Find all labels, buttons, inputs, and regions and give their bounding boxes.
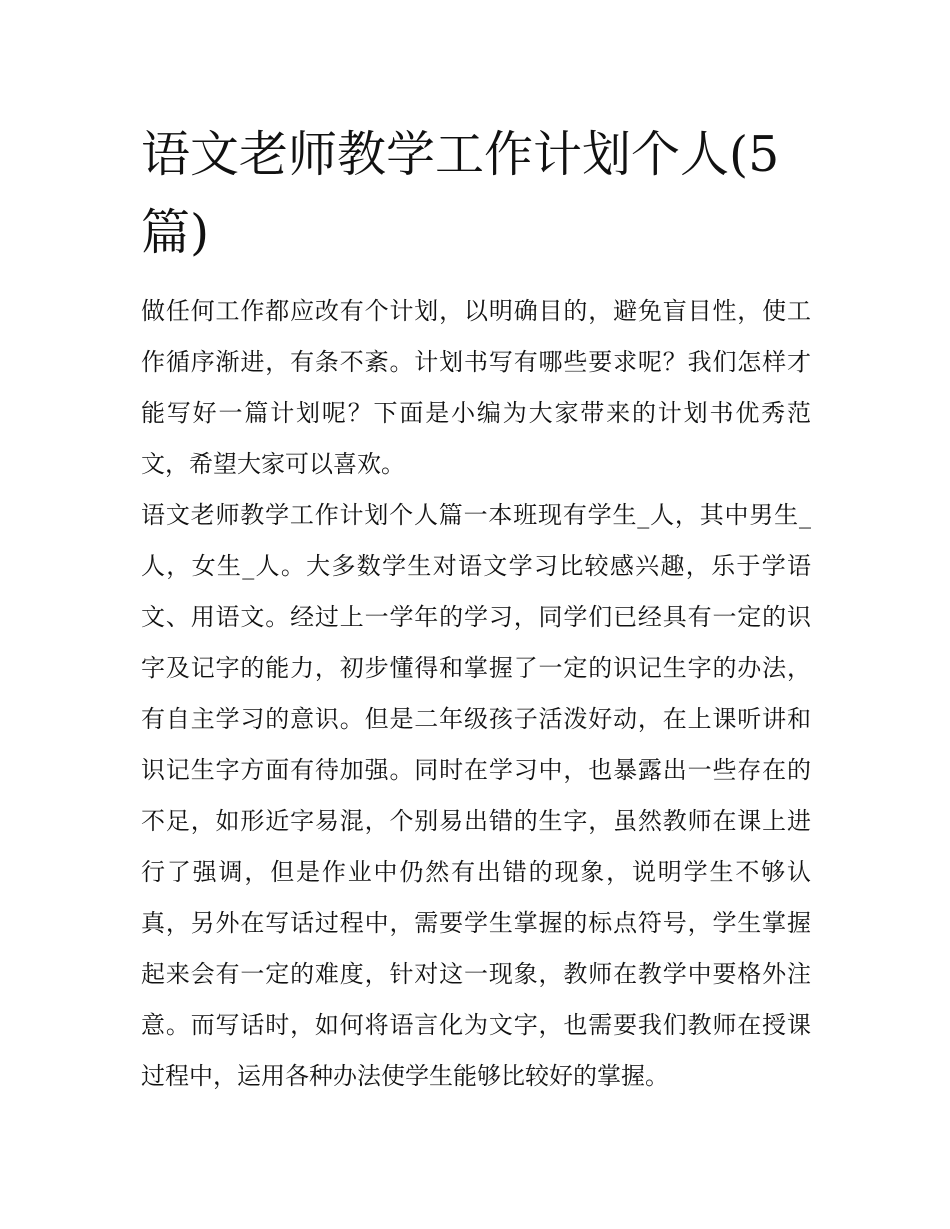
document-content xyxy=(141,116,811,1102)
document-title: 语文老师教学工作计划个人(5篇) xyxy=(141,126,780,261)
intro-paragraph: 做任何工作都应改有个计划，以明确目的，避免盲目性，使工作循序渐进，有条不紊。计划书写有哪些要求呢？我们怎样才能写好一篇计划呢？下面是小编为大家带来的计划书优秀范文，希望大家可以喜欢。 xyxy=(141,297,811,478)
body-paragraph: 语文老师教学工作计划个人篇一本班现有学生_人，其中男生_人，女生_人。大多数学生对语文学习比较感兴趣，乐于学语文、用语文。经过上一学年的学习，同学们已经具有一定的识字及记字的能力，初步懂得和掌握了一定的识记生字的办法，有自主学习的意识。但是二年级孩子活泼好动，在上课听讲和识记生字方面有待加强。同时在学习中，也暴露出一些存在的不足，如形近字易混，个别易出错的生字，虽然教师在课上进行了强调，但是作业中仍然有出错的现象，说明学生不够认真，另外在写话过程中，需要学生掌握的标点符号，学生掌握起来会有一定的难度，针对这一现象，教师在教学中要格外注意。而写话时，如何将语言化为文字，也需要我们教师在授课过程中，运用各种办法使学生能够比较好的掌握。 xyxy=(141,501,811,1090)
